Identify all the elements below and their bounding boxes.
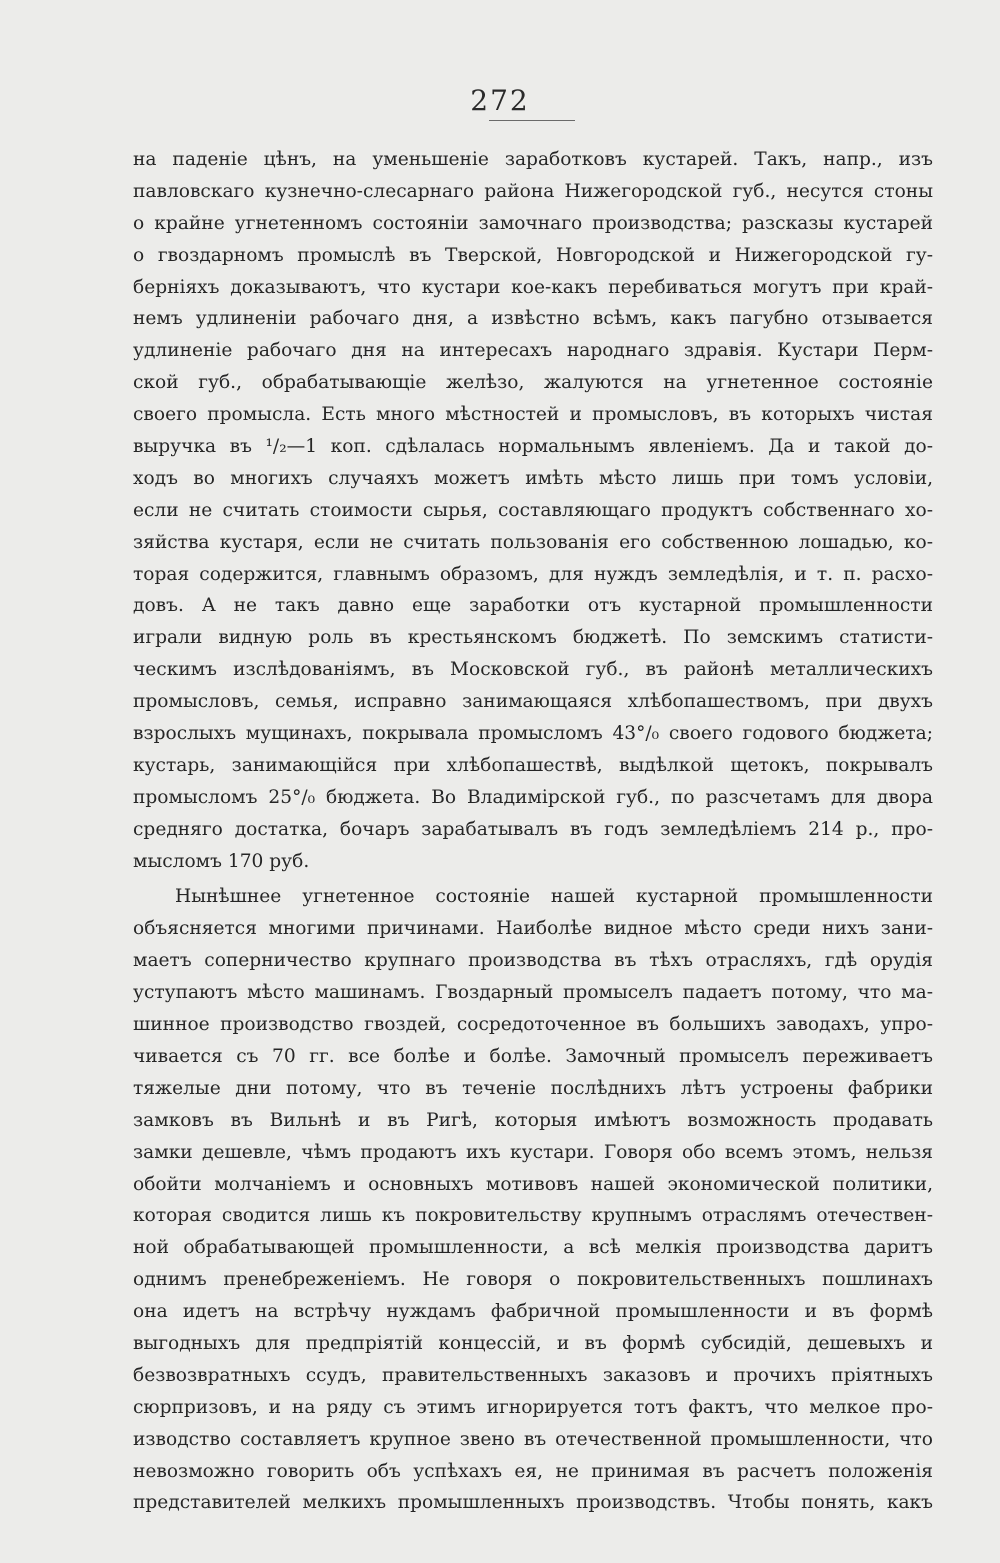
text-line: берніяхъ доказываютъ, что кустари кое-какъ перебиваться могутъ при край-	[133, 276, 933, 298]
text-line: безвозвратныхъ ссудъ, правительственныхъ заказовъ и прочихъ пріятныхъ	[133, 1364, 933, 1386]
page-number: 272	[470, 84, 530, 117]
text-line: однимъ пренебреженіемъ. Не говоря о покровительственныхъ пошлинахъ	[133, 1269, 933, 1291]
text-line: уступаютъ мѣсто машинамъ. Гвоздарный промыселъ падаетъ потому, что ма-	[133, 982, 933, 1004]
paragraph	[133, 144, 933, 877]
text-line: взрослыхъ мущинахъ, покрывала промысломъ 43°/₀ своего годового бюджета;	[133, 723, 933, 745]
text-line: обойти молчаніемъ и основныхъ мотивовъ нашей экономической политики,	[133, 1173, 933, 1195]
text-line: Нынѣшнее угнетенное состояніе нашей кустарной промышленности	[175, 886, 933, 908]
text-line: о гвоздарномъ промыслѣ въ Тверской, Новгородской и Нижегородской гу-	[133, 244, 933, 266]
text-line: объясняется многими причинами. Наиболѣе видное мѣсто среди нихъ зани-	[133, 918, 933, 940]
text-line: ходъ во многихъ случаяхъ можетъ имѣть мѣсто лишь при томъ условіи,	[133, 467, 933, 489]
text-line: замковъ въ Вильнѣ и въ Ригѣ, которыя имѣютъ возможность продавать	[133, 1109, 933, 1131]
text-line: на паденіе цѣнъ, на уменьшеніе заработковъ кустарей. Такъ, напр., изъ	[133, 149, 933, 170]
text-line: кустарь, занимающійся при хлѣбопашествѣ, выдѣлкой щетокъ, покрывалъ	[133, 754, 933, 776]
text-line: удлиненіе рабочаго дня на интересахъ народнаго здравія. Кустари Перм-	[133, 340, 933, 362]
text-line: павловскаго кузнечно-слесарнаго района Нижегородской губ., несутся стоны	[133, 180, 933, 202]
text-line: промысломъ 25°/₀ бюджета. Во Владимірской губ., по разсчетамъ для двора	[133, 786, 933, 808]
paragraph	[133, 881, 933, 1519]
text-line: невозможно говорить объ успѣхахъ ея, не принимая въ расчетъ положенія	[133, 1460, 933, 1482]
text-line: которая сводится лишь къ покровительству крупнымъ отраслямъ отечествен-	[133, 1205, 933, 1227]
text-line: изводство составляетъ крупное звено въ отечественной промышленности, что	[133, 1428, 933, 1450]
text-line: промысловъ, семья, исправно занимающаяся хлѣбопашествомъ, при двухъ	[133, 691, 933, 713]
text-line: маетъ соперничество крупнаго производства въ тѣхъ отрасляхъ, гдѣ орудія	[133, 950, 933, 972]
text-line: ческимъ изслѣдованіямъ, въ Московской губ., въ районѣ металлическихъ	[133, 659, 933, 681]
text-line: ной обрабатывающей промышленности, а всѣ мелкія производства даритъ	[133, 1237, 933, 1259]
text-line: торая содержится, главнымъ образомъ, для нуждъ земледѣлія, и т. п. расхо-	[133, 563, 933, 585]
text-line: средняго достатка, бочаръ зарабатывалъ въ годъ земледѣліемъ 214 р., про-	[133, 818, 933, 840]
text-line: играли видную роль въ крестьянскомъ бюджетѣ. По земскимъ статисти-	[133, 627, 933, 649]
text-line: довъ. А не такъ давно еще заработки отъ кустарной промышленности	[133, 595, 933, 617]
text-line: зяйства кустаря, если не считать пользованія его собственною лошадью, ко-	[133, 531, 933, 553]
text-line: мысломъ 170 руб.	[133, 850, 310, 872]
text-line: тяжелые дни потому, что въ теченіе послѣднихъ лѣтъ устроены фабрики	[133, 1077, 933, 1099]
text-line: сюрпризовъ, и на ряду съ этимъ игнорируется тотъ фактъ, что мелкое про-	[133, 1396, 933, 1418]
page-number-rule	[489, 120, 575, 121]
text-line: если не считать стоимости сырья, составляющаго продуктъ собственнаго хо-	[133, 499, 933, 521]
text-line: о крайне угнетенномъ состояніи замочнаго производства; разсказы кустарей	[133, 212, 933, 234]
text-line: выручка въ ¹/₂—1 коп. сдѣлалась нормальнымъ явленіемъ. Да и такой до-	[133, 436, 933, 458]
text-line: она идетъ на встрѣчу нуждамъ фабричной промышленности и въ формѣ	[133, 1301, 933, 1323]
text-line: своего промысла. Есть много мѣстностей и промысловъ, въ которыхъ чистая	[133, 404, 933, 426]
text-line: немъ удлиненіи рабочаго дня, а извѣстно всѣмъ, какъ пагубно отзывается	[133, 308, 933, 330]
text-line: чивается съ 70 гг. все болѣе и болѣе. Замочный промыселъ переживаетъ	[133, 1045, 933, 1067]
text-line: шинное производство гвоздей, сосредоточенное въ большихъ заводахъ, упро-	[133, 1014, 933, 1036]
text-line: представителей мелкихъ промышленныхъ производствъ. Чтобы понять, какъ	[133, 1492, 933, 1514]
body-text	[133, 144, 933, 1519]
text-line: замки дешевле, чѣмъ продаютъ ихъ кустари. Говоря обо всемъ этомъ, нельзя	[133, 1141, 933, 1163]
text-line: выгодныхъ для предпріятій концессій, и въ формѣ субсидій, дешевыхъ и	[133, 1332, 933, 1354]
text-line: ской губ., обрабатывающіе желѣзо, жалуются на угнетенное состояніе	[133, 372, 933, 394]
